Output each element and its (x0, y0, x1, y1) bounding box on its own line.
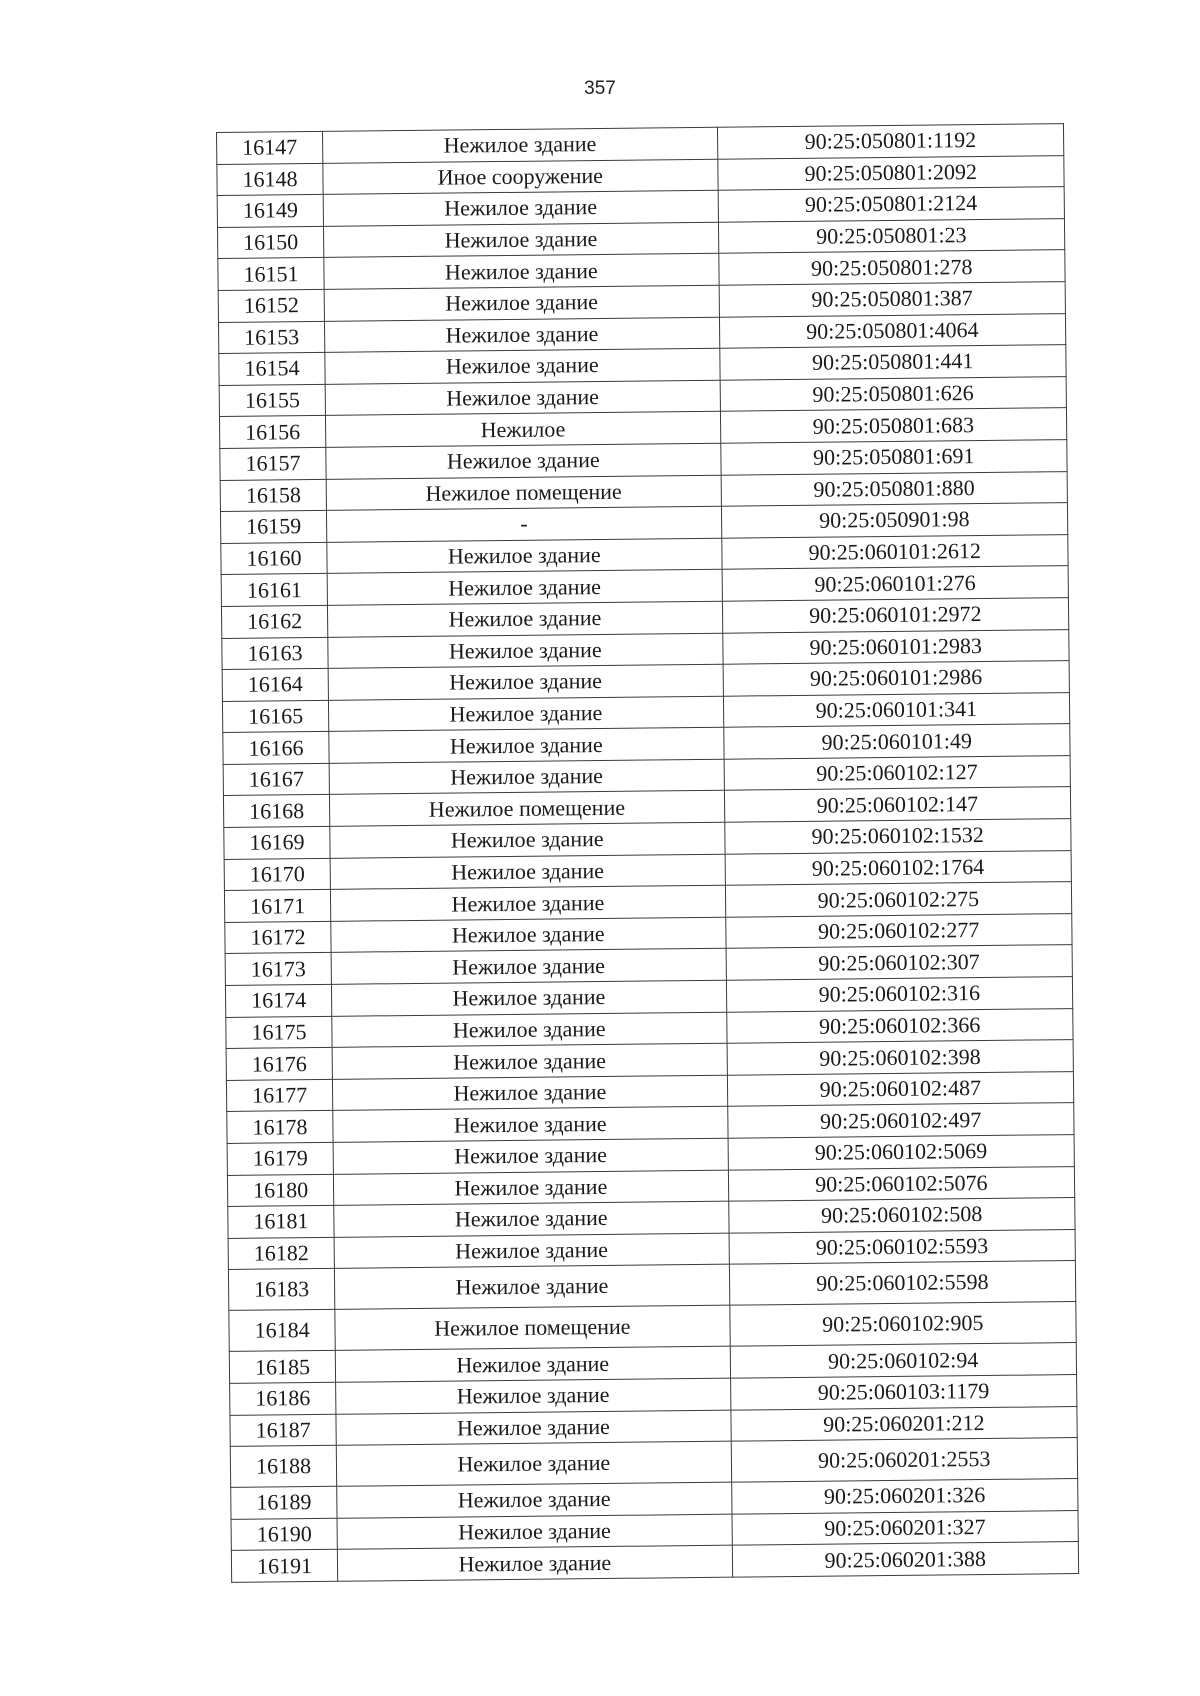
object-type-cell: Нежилое здание (336, 1410, 731, 1446)
object-type-cell: Нежилое здание (333, 1075, 728, 1111)
object-type-cell: Нежилое здание (325, 348, 720, 384)
object-type-cell: Нежилое помещение (330, 791, 725, 827)
row-number-cell: 16155 (219, 384, 325, 417)
cadastral-number-cell: 90:25:050801:278 (718, 250, 1065, 285)
cadastral-number-cell: 90:25:060101:2612 (721, 534, 1068, 569)
object-type-cell: Нежилое здание (324, 222, 719, 258)
row-number-cell: 16160 (221, 542, 327, 575)
object-type-cell: - (327, 506, 722, 542)
cadastral-number-cell: 90:25:060102:905 (729, 1302, 1076, 1347)
object-type-cell: Нежилое помещение (335, 1306, 730, 1351)
row-number-cell: 16180 (227, 1174, 333, 1207)
row-number-cell: 16169 (224, 826, 330, 859)
object-type-cell: Нежилое здание (330, 822, 725, 858)
object-type-cell: Нежилое здание (323, 127, 718, 163)
object-type-cell: Нежилое здание (332, 1012, 727, 1048)
cadastral-number-cell: 90:25:050801:387 (719, 282, 1066, 317)
object-type-cell: Нежилое здание (337, 1482, 732, 1518)
object-type-cell: Нежилое здание (327, 538, 722, 574)
cadastral-number-cell: 90:25:050801:23 (718, 218, 1065, 253)
row-number-cell: 16176 (226, 1048, 332, 1081)
row-number-cell: 16167 (223, 763, 329, 796)
cadastral-number-cell: 90:25:050801:691 (720, 440, 1067, 475)
cadastral-number-cell: 90:25:060102:127 (724, 755, 1071, 790)
row-number-cell: 16179 (227, 1142, 333, 1175)
object-type-cell: Нежилое здание (331, 917, 726, 953)
row-number-cell: 16191 (231, 1550, 337, 1583)
cadastral-number-cell: 90:25:050801:2124 (718, 187, 1065, 222)
cadastral-number-cell: 90:25:060102:94 (730, 1343, 1077, 1378)
object-type-cell: Нежилое здание (334, 1170, 729, 1206)
row-number-cell: 16158 (220, 479, 326, 512)
row-number-cell: 16154 (219, 353, 325, 386)
row-number-cell: 16157 (220, 447, 326, 480)
row-number-cell: 16165 (222, 700, 328, 733)
object-type-cell: Иное сооружение (323, 159, 718, 195)
row-number-cell: 16159 (220, 510, 326, 543)
row-number-cell: 16152 (218, 289, 324, 322)
cadastral-number-cell: 90:25:060102:147 (724, 787, 1071, 822)
row-number-cell: 16166 (223, 732, 329, 765)
object-type-cell: Нежилое здание (324, 254, 719, 290)
object-type-cell: Нежилое здание (329, 728, 724, 764)
object-type-cell: Нежилое здание (328, 601, 723, 637)
object-type-cell: Нежилое здание (335, 1265, 730, 1310)
object-type-cell: Нежилое здание (325, 317, 720, 353)
object-type-cell: Нежилое здание (329, 759, 724, 795)
object-type-cell: Нежилое здание (328, 633, 723, 669)
cadastral-number-cell: 90:25:050801:683 (720, 408, 1067, 443)
cadastral-number-cell: 90:25:050801:441 (719, 345, 1066, 380)
cadastral-number-cell: 90:25:060101:49 (723, 724, 1070, 759)
row-number-cell: 16183 (228, 1269, 335, 1311)
cadastral-number-cell: 90:25:050801:4064 (719, 313, 1066, 348)
row-number-cell: 16153 (218, 321, 324, 354)
cadastral-number-cell: 90:25:060201:326 (731, 1479, 1078, 1514)
cadastral-number-cell: 90:25:060102:316 (726, 977, 1073, 1012)
cadastral-number-cell: 90:25:060201:212 (730, 1406, 1077, 1441)
object-type-cell: Нежилое здание (328, 664, 723, 700)
cadastral-number-cell: 90:25:060101:2972 (722, 598, 1069, 633)
object-type-cell: Нежилое здание (334, 1201, 729, 1237)
object-type-cell: Нежилое здание (337, 1514, 732, 1550)
cadastral-number-cell: 90:25:050801:1192 (717, 124, 1064, 159)
object-type-cell: Нежилое (326, 412, 721, 448)
row-number-cell: 16171 (224, 890, 330, 923)
cadastral-number-cell: 90:25:060102:307 (726, 945, 1073, 980)
object-type-cell: Нежилое здание (336, 1378, 731, 1414)
object-type-cell: Нежилое здание (331, 949, 726, 985)
cadastral-number-cell: 90:25:060102:277 (725, 913, 1072, 948)
object-type-cell: Нежилое здание (329, 696, 724, 732)
object-type-cell: Нежилое здание (331, 885, 726, 921)
row-number-cell: 16149 (217, 195, 323, 228)
object-type-cell: Нежилое здание (337, 1546, 732, 1582)
records-table (216, 123, 1079, 1583)
row-number-cell: 16168 (223, 795, 329, 828)
object-type-cell: Нежилое здание (336, 1441, 731, 1486)
cadastral-number-cell: 90:25:060102:5598 (729, 1261, 1076, 1306)
row-number-cell: 16178 (227, 1111, 333, 1144)
cadastral-number-cell: 90:25:060102:497 (727, 1103, 1074, 1138)
cadastral-number-cell: 90:25:060102:275 (725, 882, 1072, 917)
object-type-cell: Нежилое помещение (326, 475, 721, 511)
cadastral-number-cell: 90:25:060101:2983 (722, 629, 1069, 664)
row-number-cell: 16150 (217, 226, 323, 259)
object-type-cell: Нежилое здание (327, 570, 722, 606)
row-number-cell: 16161 (221, 574, 327, 607)
cadastral-number-cell: 90:25:060102:5069 (728, 1135, 1075, 1170)
page-number: 357 (584, 78, 616, 99)
object-type-cell: Нежилое здание (333, 1107, 728, 1143)
row-number-cell: 16170 (224, 858, 330, 891)
row-number-cell: 16181 (228, 1206, 334, 1239)
row-number-cell: 16148 (217, 163, 323, 196)
row-number-cell: 16163 (222, 637, 328, 670)
row-number-cell: 16190 (231, 1518, 337, 1551)
row-number-cell: 16188 (230, 1445, 337, 1487)
object-type-cell: Нежилое здание (330, 854, 725, 890)
object-type-cell: Нежилое здание (334, 1233, 729, 1269)
cadastral-number-cell: 90:25:060102:398 (727, 1040, 1074, 1075)
object-type-cell: Нежилое здание (335, 1347, 730, 1383)
cadastral-number-cell: 90:25:060101:276 (722, 566, 1069, 601)
cadastral-number-cell: 90:25:060102:5076 (728, 1166, 1075, 1201)
row-number-cell: 16186 (230, 1382, 336, 1415)
cadastral-number-cell: 90:25:060201:327 (732, 1510, 1079, 1545)
row-number-cell: 16185 (229, 1351, 335, 1384)
cadastral-number-cell: 90:25:050801:880 (721, 471, 1068, 506)
row-number-cell: 16162 (221, 605, 327, 638)
cadastral-number-cell: 90:25:060102:5593 (729, 1229, 1076, 1264)
object-type-cell: Нежилое здание (333, 1138, 728, 1174)
row-number-cell: 16184 (229, 1310, 336, 1352)
row-number-cell: 16187 (230, 1414, 336, 1447)
object-type-cell: Нежилое здание (323, 190, 718, 226)
row-number-cell: 16172 (225, 921, 331, 954)
cadastral-number-cell: 90:25:060102:366 (726, 1008, 1073, 1043)
cadastral-number-cell: 90:25:050901:98 (721, 503, 1068, 538)
row-number-cell: 16175 (226, 1016, 332, 1049)
cadastral-number-cell: 90:25:060102:1764 (725, 850, 1072, 885)
row-number-cell: 16173 (225, 953, 331, 986)
cadastral-number-cell: 90:25:060102:1532 (724, 819, 1071, 854)
cadastral-number-cell: 90:25:060101:341 (723, 692, 1070, 727)
object-type-cell: Нежилое здание (324, 285, 719, 321)
records-table-body (217, 124, 1079, 1583)
cadastral-number-cell: 90:25:060101:2986 (723, 661, 1070, 696)
object-type-cell: Нежилое здание (325, 380, 720, 416)
row-number-cell: 16147 (217, 131, 323, 164)
row-number-cell: 16182 (228, 1237, 334, 1270)
cadastral-number-cell: 90:25:060201:2553 (731, 1438, 1078, 1483)
row-number-cell: 16189 (231, 1486, 337, 1519)
cadastral-number-cell: 90:25:050801:2092 (717, 155, 1064, 190)
row-number-cell: 16156 (219, 416, 325, 449)
object-type-cell: Нежилое здание (326, 443, 721, 479)
cadastral-number-cell: 90:25:060103:1179 (730, 1375, 1077, 1410)
cadastral-number-cell: 90:25:060102:508 (728, 1198, 1075, 1233)
row-number-cell: 16164 (222, 668, 328, 701)
object-type-cell: Нежилое здание (332, 980, 727, 1016)
cadastral-number-cell: 90:25:060201:388 (732, 1542, 1079, 1577)
row-number-cell: 16174 (225, 984, 331, 1017)
object-type-cell: Нежилое здание (332, 1043, 727, 1079)
row-number-cell: 16151 (218, 258, 324, 291)
cadastral-number-cell: 90:25:050801:626 (720, 376, 1067, 411)
cadastral-number-cell: 90:25:060102:487 (727, 1071, 1074, 1106)
row-number-cell: 16177 (226, 1079, 332, 1112)
